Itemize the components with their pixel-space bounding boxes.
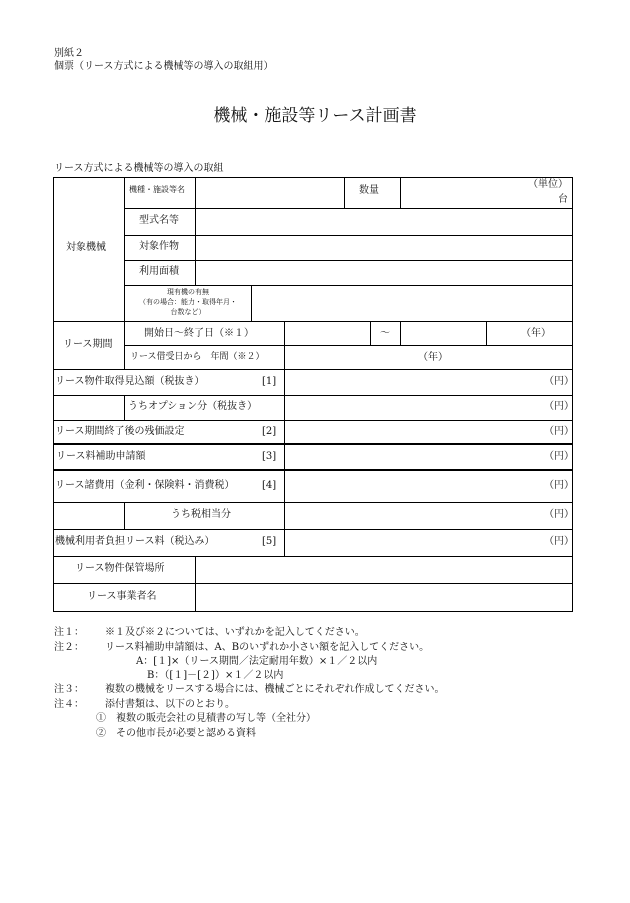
crop-label: 対象作物: [139, 241, 179, 252]
acquisition-number: [1]: [262, 376, 277, 387]
unit-value: 台: [558, 194, 568, 205]
unit-label: （単位）: [528, 179, 568, 190]
option-unit: （円）: [544, 401, 574, 412]
area-field[interactable]: [196, 261, 572, 285]
existing-machine-note-2: 台数など）: [170, 308, 206, 316]
model-label: 型式名等: [139, 215, 179, 226]
subsidy-label: リース料補助申請額: [56, 451, 146, 462]
residual-field[interactable]: [285, 421, 572, 443]
option-label: うちオプション分（税抜き）: [128, 401, 258, 412]
model-field[interactable]: [196, 209, 572, 235]
end-date-field[interactable]: [401, 322, 486, 345]
user-burden-field[interactable]: [285, 530, 572, 556]
note-2-head: 注２：: [54, 642, 84, 653]
expenses-label: リース諸費用（金利・保険料・消費税）: [55, 480, 235, 491]
residual-label: リース期間終了後の残価設定: [55, 426, 185, 437]
note-1-text: ※１及び※２については、いずれかを記入してください。: [105, 627, 365, 638]
form-subtitle: 個票（リース方式による機械等の導入の取組用）: [54, 61, 274, 72]
user-burden-label: 機械利用者負担リース料（税込み）: [55, 536, 215, 547]
subsidy-unit: （円）: [544, 451, 574, 462]
lease-period-label: リース期間: [63, 339, 113, 350]
existing-machine-label: 現有機の有無: [167, 288, 209, 296]
subsidy-field[interactable]: [285, 446, 572, 469]
note-4-text: 添付書類は、以下のとおり。: [105, 699, 235, 710]
machine-type-field[interactable]: [196, 178, 344, 208]
area-label: 利用面積: [139, 266, 179, 277]
note-2-formula-a: A：[１]×（リース期間／法定耐用年数）×１／２以内: [136, 656, 378, 667]
existing-machine-note: （有の場合：能力・取得年月・: [139, 298, 237, 306]
from-receipt-label: リース借受日から 年間（※２）: [130, 352, 265, 362]
tax-portion-unit: （円）: [544, 509, 574, 520]
note-2-formula-b: B：（[１]－[２]）×１／２以内: [147, 670, 284, 681]
note-2-text: リース料補助申請額は、A、Bのいずれか小さい額を記入してください。: [105, 642, 430, 653]
attachment-label: 別紙２: [54, 48, 84, 59]
subsidy-number: [3]: [262, 451, 277, 462]
tax-portion-field[interactable]: [285, 503, 572, 529]
acquisition-unit: （円）: [544, 376, 574, 387]
start-end-label: 開始日～終了日（※１）: [144, 328, 254, 339]
storage-location-field[interactable]: [196, 557, 572, 583]
quantity-label: 数量: [359, 185, 379, 196]
start-date-field[interactable]: [285, 322, 370, 345]
note-4-head: 注４：: [54, 699, 84, 710]
tilde-separator: ～: [380, 328, 390, 339]
page-title: 機械・施設等リース計画書: [213, 106, 417, 126]
target-machine-label: 対象機械: [66, 242, 106, 253]
expenses-field[interactable]: [285, 471, 572, 502]
lessor-name-label: リース事業者名: [87, 591, 157, 602]
acquisition-label: リース物件取得見込額（税抜き）: [55, 376, 205, 387]
years-unit-2: （年）: [418, 352, 448, 363]
quantity-field[interactable]: [401, 178, 521, 208]
user-burden-unit: （円）: [544, 536, 574, 547]
crop-field[interactable]: [196, 236, 572, 260]
residual-unit: （円）: [544, 426, 574, 437]
lessor-name-field[interactable]: [196, 584, 572, 611]
storage-location-label: リース物件保管場所: [75, 563, 165, 574]
user-burden-number: [5]: [262, 536, 277, 547]
section-label: リース方式による機械等の導入の取組: [54, 163, 224, 174]
tax-portion-label: うち税相当分: [171, 509, 231, 520]
option-field[interactable]: [285, 396, 572, 420]
note-4-item-2: ② その他市長が必要と認める資料: [96, 728, 256, 739]
expenses-number: [4]: [262, 480, 277, 491]
expenses-unit: （円）: [544, 480, 574, 491]
note-3-text: 複数の機械をリースする場合には、機械ごとにそれぞれ作成してください。: [105, 684, 445, 695]
note-1-head: 注１：: [54, 627, 84, 638]
residual-number: [2]: [262, 426, 277, 437]
note-4-item-1: ① 複数の販売会社の見積書の写し等（全社分）: [96, 713, 316, 724]
existing-machine-field[interactable]: [252, 286, 572, 321]
note-3-head: 注３：: [54, 684, 84, 695]
machine-type-label: 機種・施設等名: [129, 185, 185, 194]
acquisition-field[interactable]: [285, 370, 572, 395]
years-unit: （年）: [521, 328, 551, 339]
